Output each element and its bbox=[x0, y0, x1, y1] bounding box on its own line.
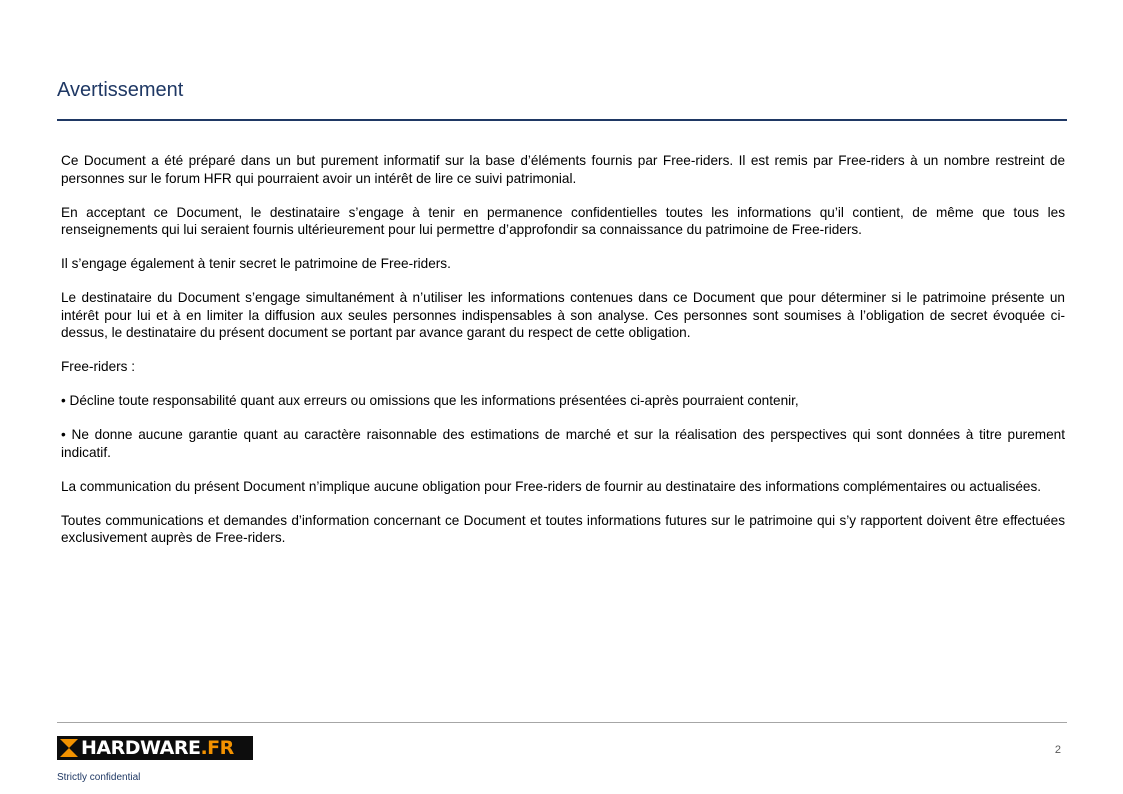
confidentiality-note: Strictly confidential bbox=[57, 772, 141, 783]
paragraph-secrecy: Il s’engage également à tenir secret le patrimoine de Free-riders. bbox=[61, 256, 451, 271]
footer-divider bbox=[57, 722, 1067, 723]
title-divider bbox=[57, 119, 1067, 121]
paragraph-confidentiality: En acceptant ce Document, le destinataire s’engage à tenir en permanence confidentielles toutes les informations qu’il contient, de même que tous les renseignements qui lui seraient fournis ultérieurement pour lui permettre d’approfondir sa connaissance du patrimoine de Free-riders. bbox=[61, 204, 1065, 237]
logo-wordmark bbox=[81, 736, 234, 760]
paragraph-purpose: Ce Document a été préparé dans un but purement informatif sur la base d’éléments fournis par Free-riders. Il est remis par Free-riders à un nombre restreint de personnes sur le forum HFR qui pourraient avoir un intérêt de lire ce suivi patrimonial. bbox=[61, 153, 1065, 186]
disclaimer-body bbox=[61, 152, 1065, 563]
paragraph-free-riders-heading: Free-riders : bbox=[61, 359, 136, 374]
page-title: Avertissement bbox=[57, 79, 184, 101]
page-number: 2 bbox=[1054, 744, 1061, 756]
logo-main-text: HARDWARE bbox=[81, 737, 201, 759]
paragraph-usage: Le destinataire du Document s’engage simultanément à n’utiliser les informations contenues dans ce Document que pour déterminer si le patrimoine présente un intérêt pour lui et à en limiter la diffusion aux seules personnes indispensables à son analyse. Ces personnes sont soumises à l’obligation de secret évoquée ci-dessus, le destinataire du présent document se portant par avance garant du respect de cette obligation. bbox=[61, 290, 1065, 340]
logo-accent-text: .FR bbox=[200, 737, 234, 759]
bullet-responsibility: • Décline toute responsabilité quant aux erreurs ou omissions que les informations présentées ci-après pourraient contenir, bbox=[61, 393, 799, 408]
paragraph-communication: La communication du présent Document n’implique aucune obligation pour Free-riders de fournir au destinataire des informations complémentaires ou actualisées. bbox=[61, 478, 1042, 494]
paragraph-contact: Toutes communications et demandes d’information concernant ce Document et toutes informations futures sur le patrimoine qui s’y rapportent doivent être effectuées exclusivement auprès de Free-riders. bbox=[61, 512, 1065, 545]
bullet-guarantee: • Ne donne aucune garantie quant au caractère raisonnable des estimations de marché et sur la réalisation des perspectives qui sont données à titre purement indicatif. bbox=[61, 427, 1065, 460]
hardware-fr-logo-icon bbox=[60, 739, 78, 757]
hardware-fr-logo bbox=[57, 736, 253, 760]
